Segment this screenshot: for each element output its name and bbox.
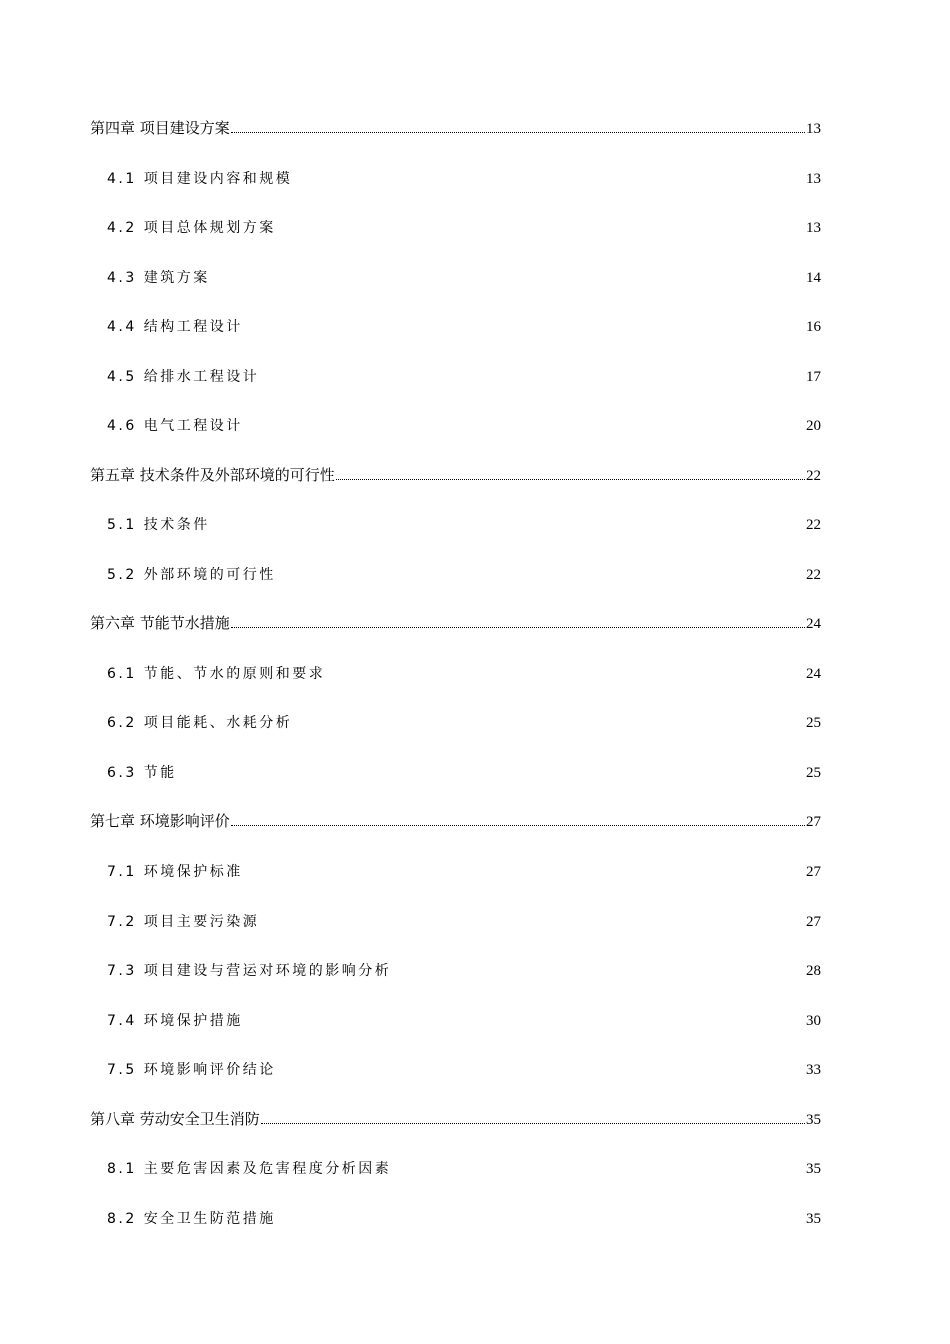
toc-entry-title: 第七章 环境影响评价: [90, 812, 230, 830]
leader-space: [178, 776, 805, 777]
toc-entry-title: 8.2 安全卫生防范措施: [107, 1211, 276, 1227]
toc-entry-title: 4.1 项目建设内容和规模: [107, 171, 293, 187]
toc-entry-section-7-2[interactable]: [90, 907, 821, 931]
toc-page-number: 13: [806, 121, 821, 137]
toc-entry-section-5-2[interactable]: [90, 560, 821, 584]
toc-entry-section-5-1[interactable]: [90, 510, 821, 534]
dot-leader: [261, 1122, 805, 1124]
toc-entry-title: 7.2 项目主要污染源: [107, 914, 260, 930]
leader-space: [211, 281, 805, 282]
toc-entry-title: 4.5 给排水工程设计: [107, 369, 260, 385]
toc-page-number: 33: [806, 1062, 821, 1078]
toc-page-number: 35: [806, 1161, 821, 1177]
toc-page-number: 27: [806, 864, 821, 880]
toc-entry-title: 7.1 环境保护标准: [107, 864, 243, 880]
toc-page-number: 35: [806, 1112, 821, 1128]
toc-page-number: 28: [806, 963, 821, 979]
toc-entry-section-4-3[interactable]: [90, 263, 821, 287]
leader-space: [392, 1172, 805, 1173]
leader-space: [277, 1073, 805, 1074]
toc-page-number: 22: [806, 517, 821, 533]
toc-page-number: 30: [806, 1013, 821, 1029]
toc-entry-title: 5.1 技术条件: [107, 517, 210, 533]
toc-entry-chapter-4[interactable]: [90, 114, 821, 138]
toc-entry-title: 6.1 节能、节水的原则和要求: [107, 666, 326, 682]
toc-entry-section-6-3[interactable]: [90, 758, 821, 782]
toc-entry-title: 第六章 节能节水措施: [90, 614, 230, 632]
toc-entry-title: 6.3 节能: [107, 765, 177, 781]
toc-entry-chapter-5[interactable]: [90, 461, 821, 485]
leader-space: [326, 677, 805, 678]
toc-entry-section-8-2[interactable]: [90, 1204, 821, 1228]
leader-space: [293, 726, 805, 727]
dot-leader: [231, 626, 805, 628]
leader-space: [244, 429, 805, 430]
toc-entry-section-7-3[interactable]: [90, 956, 821, 980]
toc-page-number: 24: [806, 666, 821, 682]
leader-space: [277, 1222, 805, 1223]
toc-entry-section-7-4[interactable]: [90, 1006, 821, 1030]
toc-entry-title: 5.2 外部环境的可行性: [107, 567, 276, 583]
leader-space: [277, 231, 805, 232]
toc-entry-title: 第五章 技术条件及外部环境的可行性: [90, 466, 335, 484]
toc-page-number: 24: [806, 616, 821, 632]
toc-entry-section-6-1[interactable]: [90, 659, 821, 683]
toc-page-number: 27: [806, 814, 821, 830]
toc-entry-title: 7.4 环境保护措施: [107, 1013, 243, 1029]
toc-entry-section-4-1[interactable]: [90, 164, 821, 188]
toc-entry-section-4-6[interactable]: [90, 411, 821, 435]
toc-entry-title: 7.5 环境影响评价结论: [107, 1062, 276, 1078]
toc-entry-section-4-4[interactable]: [90, 312, 821, 336]
toc-page-number: 20: [806, 418, 821, 434]
toc-page-number: 22: [806, 468, 821, 484]
leader-space: [244, 1024, 805, 1025]
dot-leader: [336, 478, 805, 480]
toc-entry-section-7-5[interactable]: [90, 1055, 821, 1079]
toc-entry-section-4-5[interactable]: [90, 362, 821, 386]
toc-page-number: 27: [806, 914, 821, 930]
toc-entry-section-7-1[interactable]: [90, 857, 821, 881]
dot-leader: [231, 824, 805, 826]
toc-entry-title: 7.3 项目建设与营运对环境的影响分析: [107, 963, 392, 979]
dot-leader: [231, 131, 805, 133]
toc-page-number: 25: [806, 715, 821, 731]
toc-page-number: 16: [806, 319, 821, 335]
toc-page-number: 13: [806, 171, 821, 187]
toc-entry-section-6-2[interactable]: [90, 708, 821, 732]
leader-space: [293, 182, 805, 183]
toc-entry-title: 6.2 项目能耗、水耗分析: [107, 715, 293, 731]
toc-page-number: 25: [806, 765, 821, 781]
leader-space: [392, 974, 805, 975]
toc-page-number: 22: [806, 567, 821, 583]
toc-entry-title: 8.1 主要危害因素及危害程度分析因素: [107, 1161, 392, 1177]
leader-space: [277, 578, 805, 579]
toc-page-number: 35: [806, 1211, 821, 1227]
toc-page-number: 13: [806, 220, 821, 236]
leader-space: [211, 528, 805, 529]
leader-space: [260, 925, 805, 926]
toc-entry-section-4-2[interactable]: [90, 213, 821, 237]
toc-entry-title: 第四章 项目建设方案: [90, 119, 230, 137]
toc-entry-title: 4.6 电气工程设计: [107, 418, 243, 434]
toc-entry-chapter-8[interactable]: [90, 1105, 821, 1129]
toc-entry-chapter-6[interactable]: [90, 609, 821, 633]
toc-page-number: 14: [806, 270, 821, 286]
toc-entry-title: 4.3 建筑方案: [107, 270, 210, 286]
toc-entry-chapter-7[interactable]: [90, 807, 821, 831]
leader-space: [260, 380, 805, 381]
leader-space: [244, 330, 805, 331]
toc-entry-title: 第八章 劳动安全卫生消防: [90, 1110, 260, 1128]
toc-entry-title: 4.4 结构工程设计: [107, 319, 243, 335]
toc-entry-section-8-1[interactable]: [90, 1154, 821, 1178]
leader-space: [244, 875, 805, 876]
toc-page-number: 17: [806, 369, 821, 385]
toc-entry-title: 4.2 项目总体规划方案: [107, 220, 276, 236]
